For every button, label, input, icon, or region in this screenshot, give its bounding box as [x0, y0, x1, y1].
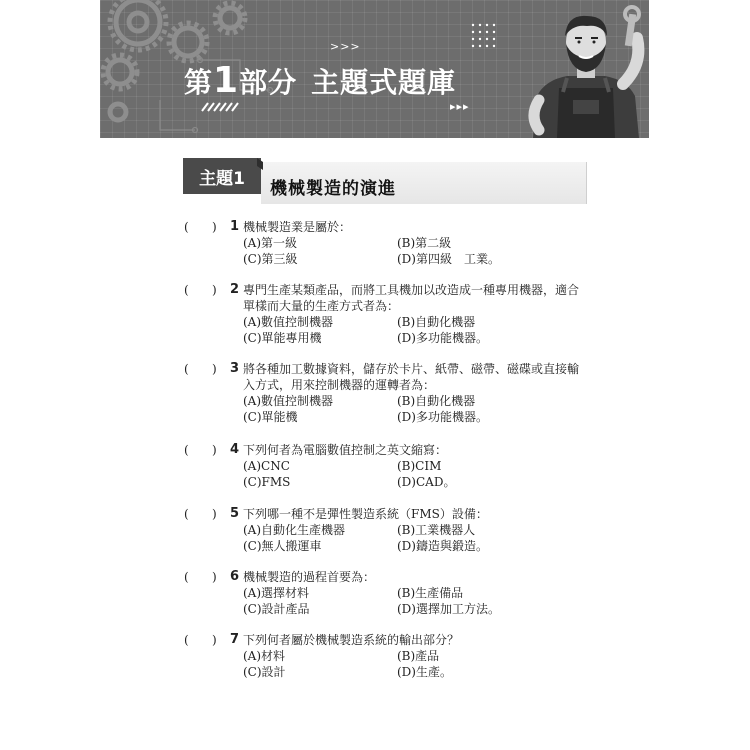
- question-text: 下列何者屬於機械製造系統的輸出部分？: [243, 633, 460, 647]
- option-d: (D)鑄造與鍛造。: [397, 539, 488, 553]
- option-d: (D)CAD。: [397, 475, 456, 489]
- option-c: (C)設計產品: [243, 602, 310, 616]
- option-c: (C)單能專用機: [243, 331, 322, 345]
- option-b: (B)生產備品: [397, 586, 464, 600]
- answer-paren-close: ): [212, 220, 217, 234]
- option-b: (B)自動化機器: [397, 394, 476, 408]
- question-text: 機械製造業是屬於：: [243, 220, 352, 234]
- mechanic-illustration-icon: [515, 4, 655, 138]
- option-c: (C)無人搬運車: [243, 539, 322, 553]
- option-d: (D)生產。: [397, 665, 452, 679]
- chapter-title: 主題式題庫: [311, 66, 457, 99]
- option-c: (C)單能機: [243, 410, 298, 424]
- question-number: 3: [230, 361, 240, 376]
- option-a: (A)第一級: [243, 236, 298, 250]
- dot-grid-icon: [470, 22, 500, 52]
- answer-paren-close: ): [212, 633, 217, 647]
- answer-paren-open: (: [184, 220, 189, 234]
- option-a: (A)數值控制機器: [243, 315, 334, 329]
- option-b: (B)CIM: [397, 459, 442, 473]
- option-d: (D)第四級 工業。: [397, 252, 500, 266]
- answer-paren-close: ): [212, 443, 217, 457]
- chapter-heading: [184, 60, 456, 101]
- question-number: 5: [230, 506, 240, 521]
- stripes-decoration-icon: [200, 103, 240, 111]
- option-c: (C)第三級: [243, 252, 298, 266]
- answer-paren-close: ): [212, 362, 217, 376]
- option-d: (D)選擇加工方法。: [397, 602, 500, 616]
- question-text: 將各種加工數據資料，儲存於卡片、紙帶、磁帶、磁碟或直接輸入方式，用來控制機器的運轉者為：: [243, 362, 580, 392]
- answer-paren-open: (: [184, 507, 189, 521]
- question-number: 6: [230, 569, 240, 584]
- option-b: (B)產品: [397, 649, 440, 663]
- answer-paren-open: (: [184, 570, 189, 584]
- answer-paren-open: (: [184, 633, 189, 647]
- question-number: 2: [230, 282, 240, 297]
- option-a: (A)材料: [243, 649, 286, 663]
- answer-paren-close: ): [212, 570, 217, 584]
- small-x-decoration: ✖: [700, 25, 710, 38]
- answer-paren-close: ): [212, 283, 217, 297]
- option-d: (D)多功能機器。: [397, 331, 488, 345]
- option-c: (C)設計: [243, 665, 286, 679]
- answer-paren-open: (: [184, 283, 189, 297]
- option-a: (A)CNC: [243, 459, 290, 473]
- topic-tab: 主題1: [183, 158, 261, 194]
- question-number: 1: [230, 219, 240, 234]
- option-a: (A)選擇材料: [243, 586, 310, 600]
- chapter-number: 1: [213, 60, 240, 101]
- option-a: (A)自動化生產機器: [243, 523, 346, 537]
- question-text: 專門生產某類產品，而將工具機加以改造成一種專用機器，適合單樣而大量的生產方式者為：: [243, 283, 580, 313]
- answer-paren-open: (: [184, 362, 189, 376]
- option-b: (B)自動化機器: [397, 315, 476, 329]
- answer-paren-close: ): [212, 507, 217, 521]
- chapter-banner: [100, 0, 735, 138]
- question-number: 4: [230, 442, 240, 457]
- x-decoration: ✖: [716, 34, 735, 59]
- question-number: 7: [230, 632, 240, 647]
- question-text: 機械製造的過程首要為：: [243, 570, 376, 584]
- question-text: 下列何者為電腦數值控制之英文縮寫：: [243, 443, 448, 457]
- arrows-decoration: >>>: [330, 40, 361, 53]
- chapter-prefix: 第: [184, 66, 214, 99]
- answer-paren-open: (: [184, 443, 189, 457]
- arrows-decoration-bottom: ▸▸▸: [450, 100, 470, 113]
- tab-fold-icon: [257, 158, 263, 170]
- option-b: (B)工業機器人: [397, 523, 476, 537]
- chapter-suffix: 部分: [239, 66, 298, 99]
- topic-title: 機械製造的演進: [270, 179, 396, 199]
- option-c: (C)FMS: [243, 475, 291, 489]
- option-b: (B)第二級: [397, 236, 452, 250]
- question-text: 下列哪一種不是彈性製造系統（FMS）設備：: [243, 507, 488, 521]
- option-d: (D)多功能機器。: [397, 410, 488, 424]
- option-a: (A)數值控制機器: [243, 394, 334, 408]
